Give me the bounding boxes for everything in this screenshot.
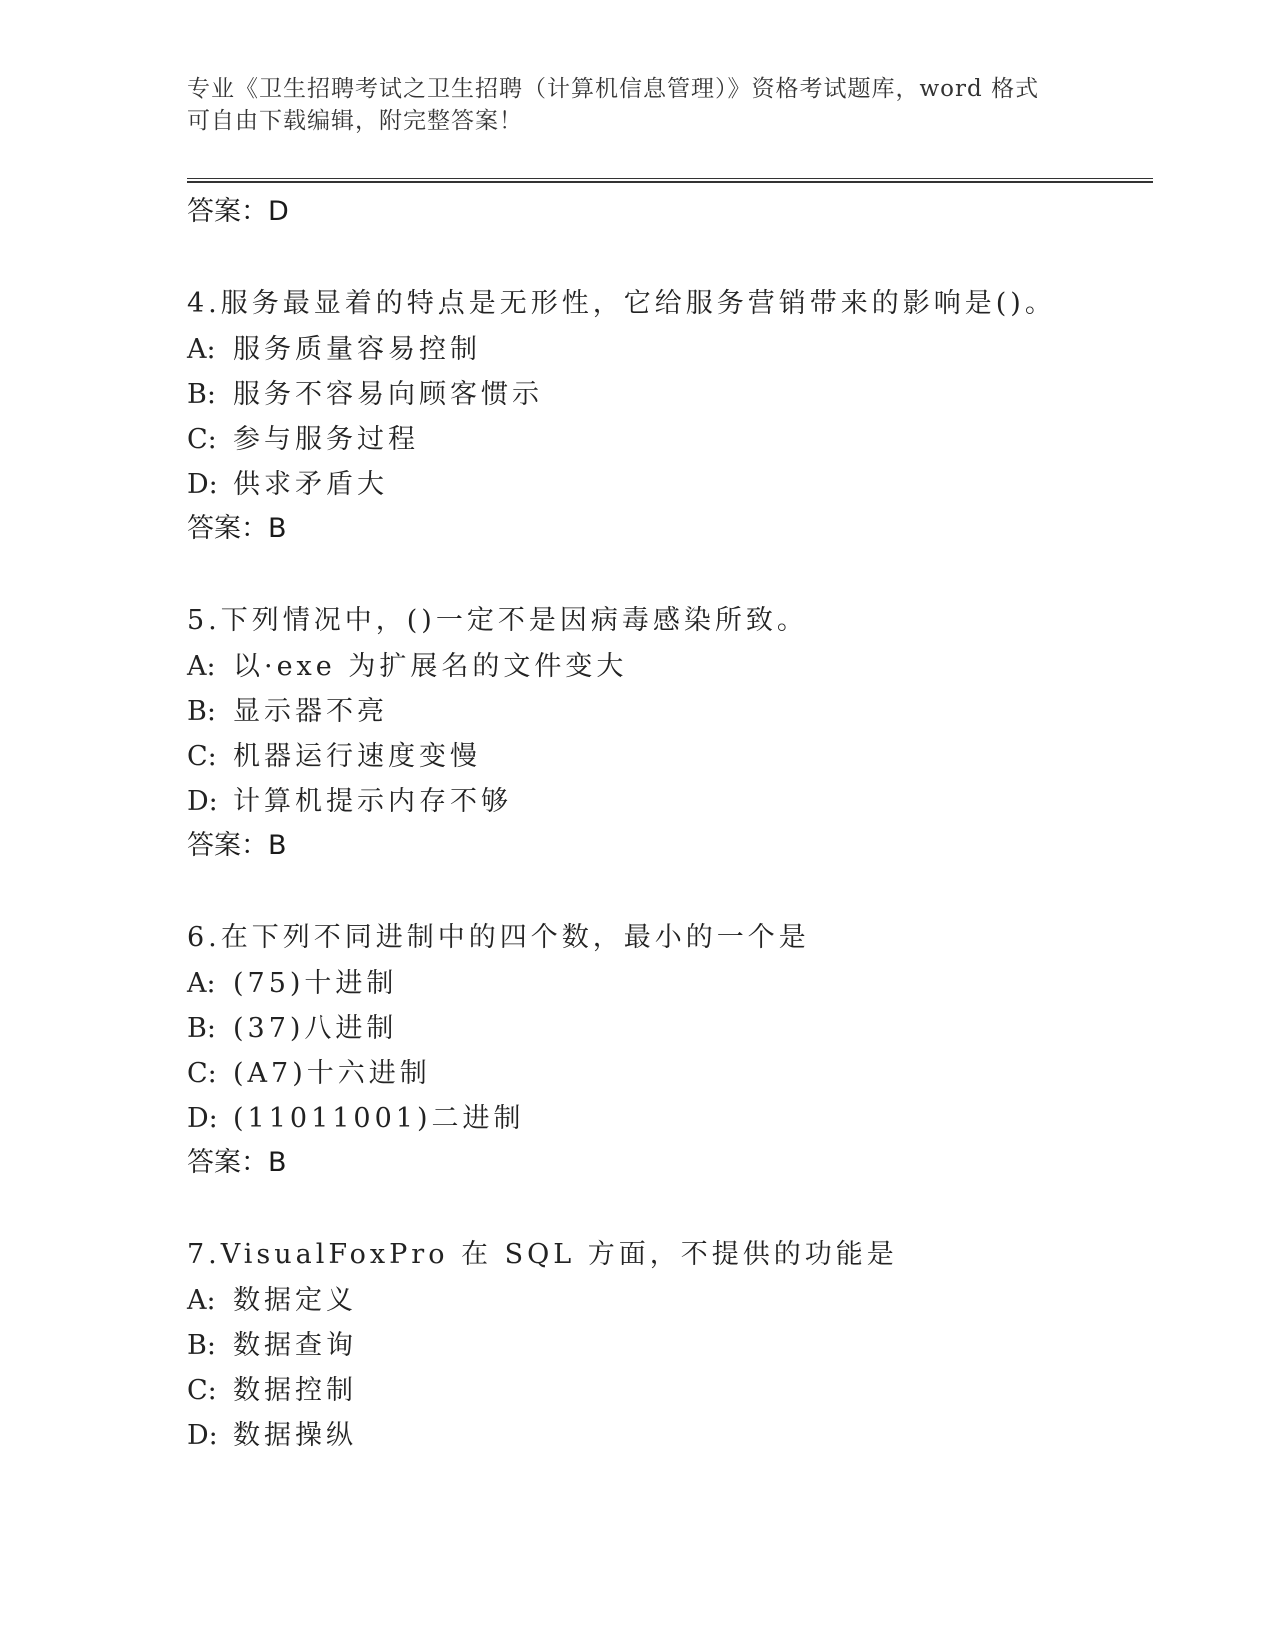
option-letter: B: bbox=[187, 1013, 216, 1044]
option-text: 机器运行速度变慢 bbox=[233, 741, 481, 772]
option-letter: D: bbox=[187, 786, 218, 817]
answer-label: 答案：D bbox=[187, 196, 289, 227]
option-c bbox=[187, 1368, 1153, 1413]
option-text: (A7)十六进制 bbox=[233, 1058, 431, 1089]
option-letter: C: bbox=[187, 741, 217, 772]
header-line-1: 专业《卫生招聘考试之卫生招聘（计算机信息管理）》资格考试题库，word 格式 bbox=[187, 76, 1040, 102]
option-a bbox=[187, 644, 1153, 689]
option-text: (37)八进制 bbox=[233, 1013, 398, 1044]
option-text: 供求矛盾大 bbox=[233, 469, 388, 500]
header-line-2: 可自由下载编辑，附完整答案！ bbox=[187, 108, 523, 134]
option-c bbox=[187, 1051, 1153, 1096]
option-letter: C: bbox=[187, 1375, 217, 1406]
option-b bbox=[187, 1323, 1153, 1368]
question-block bbox=[187, 915, 1153, 1185]
question-block bbox=[187, 1232, 1153, 1458]
option-letter: C: bbox=[187, 1058, 217, 1089]
option-text: 服务质量容易控制 bbox=[233, 334, 481, 365]
option-letter: D: bbox=[187, 1420, 218, 1451]
option-letter: C: bbox=[187, 424, 217, 455]
option-letter: B: bbox=[187, 696, 216, 727]
option-text: (75)十进制 bbox=[233, 968, 398, 999]
option-text: 数据定义 bbox=[233, 1285, 357, 1316]
option-b bbox=[187, 1006, 1153, 1051]
option-letter: A: bbox=[187, 651, 216, 682]
option-d bbox=[187, 462, 1153, 507]
option-a bbox=[187, 327, 1153, 372]
option-text: (11011001)二进制 bbox=[233, 1103, 525, 1134]
option-text: 数据控制 bbox=[233, 1375, 357, 1406]
option-letter: D: bbox=[187, 469, 218, 500]
option-text: 数据查询 bbox=[233, 1330, 357, 1361]
option-letter: B: bbox=[187, 379, 216, 410]
option-text: 服务不容易向顾客惯示 bbox=[233, 379, 543, 410]
option-c bbox=[187, 734, 1153, 779]
option-text: 参与服务过程 bbox=[233, 424, 419, 455]
option-text: 计算机提示内存不够 bbox=[233, 786, 512, 817]
answer-label: 答案：B bbox=[187, 513, 287, 544]
option-d bbox=[187, 1413, 1153, 1458]
option-text: 显示器不亮 bbox=[233, 696, 388, 727]
option-letter: A: bbox=[187, 334, 216, 365]
question-block bbox=[187, 598, 1153, 868]
option-text: 以·exe 为扩展名的文件变大 bbox=[233, 651, 628, 682]
question-list bbox=[187, 190, 1153, 1458]
answer-label: 答案：B bbox=[187, 1147, 287, 1178]
option-d bbox=[187, 1096, 1153, 1141]
question-block bbox=[187, 281, 1153, 551]
option-text: 数据操纵 bbox=[233, 1420, 357, 1451]
question-title: 4.服务最显着的特点是无形性，它给服务营销带来的影响是()。 bbox=[187, 288, 1056, 319]
document-header bbox=[187, 73, 1087, 137]
question-title: 7.VisualFoxPro 在 SQL 方面，不提供的功能是 bbox=[187, 1239, 898, 1270]
option-letter: A: bbox=[187, 1285, 216, 1316]
option-b bbox=[187, 689, 1153, 734]
option-letter: B: bbox=[187, 1330, 216, 1361]
option-a bbox=[187, 961, 1153, 1006]
question-title: 5.下列情况中，()一定不是因病毒感染所致。 bbox=[187, 605, 808, 636]
question-title: 6.在下列不同进制中的四个数，最小的一个是 bbox=[187, 922, 810, 953]
option-c bbox=[187, 417, 1153, 462]
answer-label: 答案：B bbox=[187, 830, 287, 861]
option-letter: A: bbox=[187, 968, 216, 999]
option-a bbox=[187, 1278, 1153, 1323]
option-letter: D: bbox=[187, 1103, 218, 1134]
option-d bbox=[187, 779, 1153, 824]
header-divider bbox=[187, 178, 1153, 183]
option-b bbox=[187, 372, 1153, 417]
